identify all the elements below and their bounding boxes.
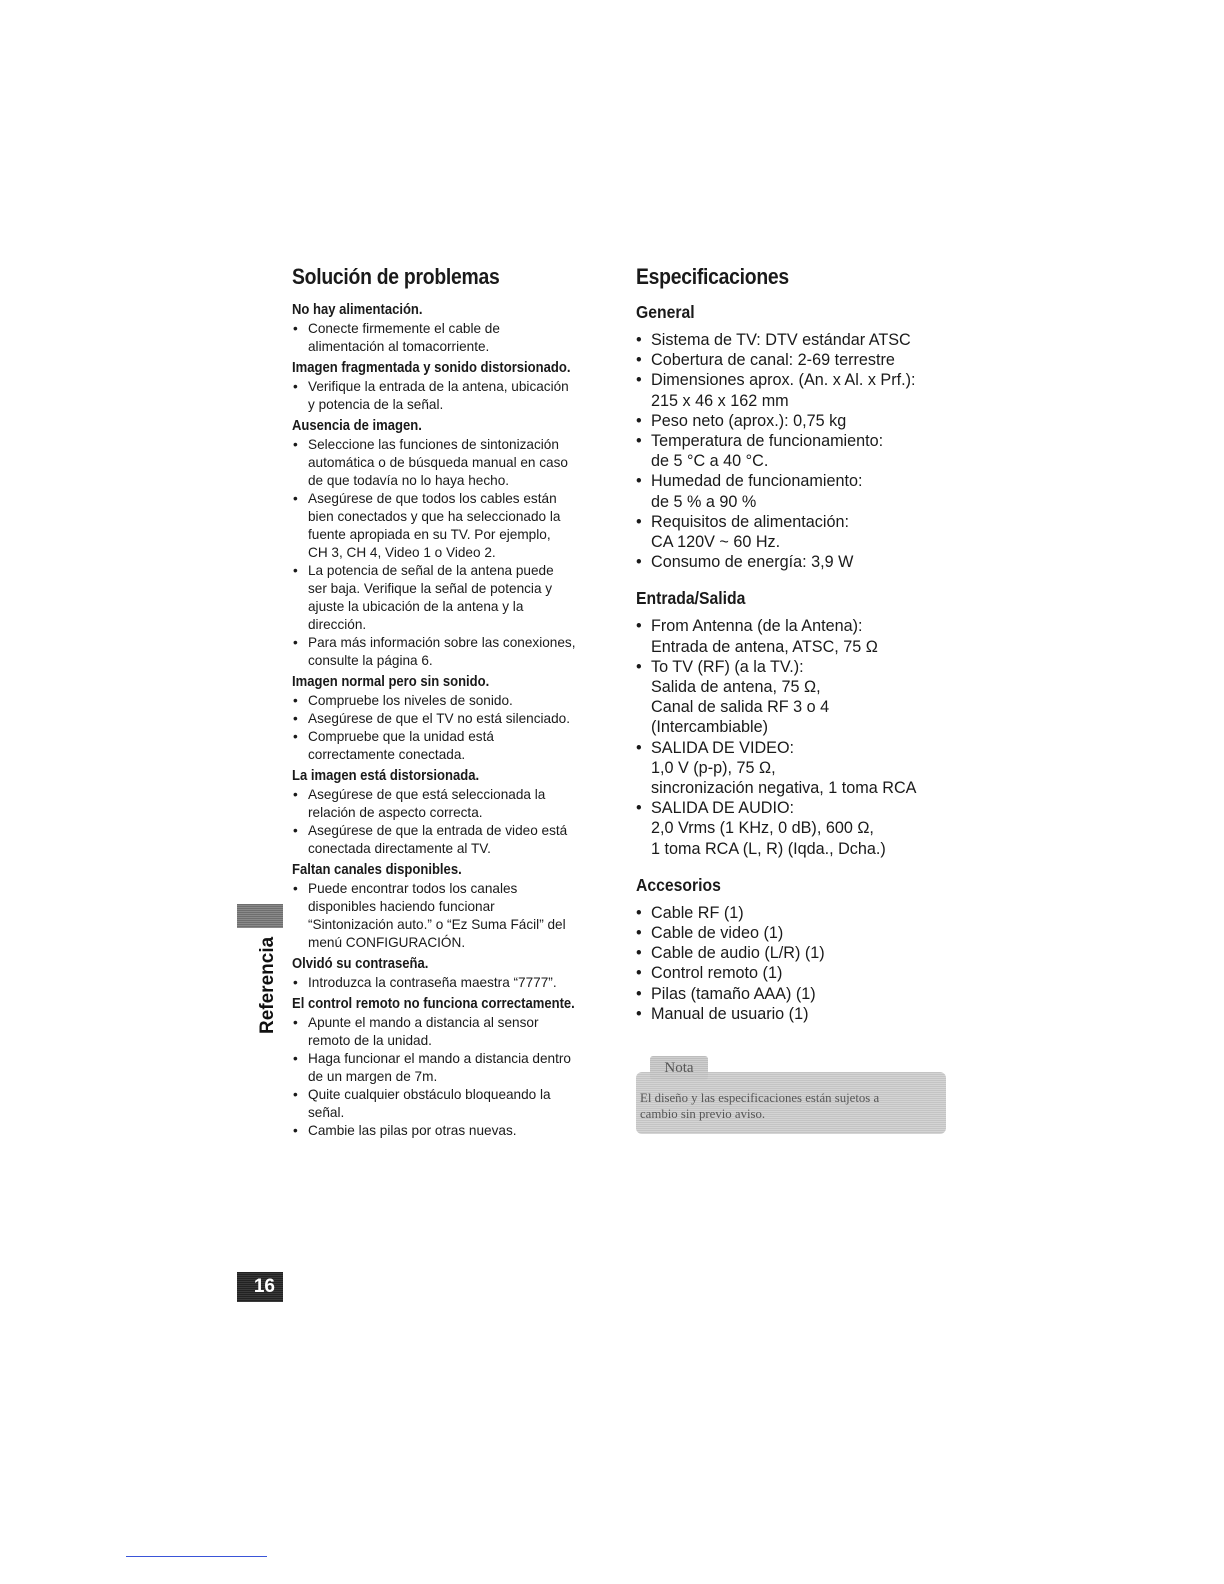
section-heading: El control remoto no funciona correctamente. — [292, 996, 575, 1012]
list-item-line: • Seleccione las funciones de sintonización — [308, 437, 559, 452]
list-item-line: • Haga funcionar el mando a distancia dentro — [308, 1051, 571, 1066]
list-item-line: • Peso neto (aprox.): 0,75 kg — [651, 411, 847, 430]
list-item-line: • Cable de audio (L/R) (1) — [651, 944, 825, 963]
bullet-list — [636, 616, 956, 858]
list-item-line: • Requisitos de alimentación: — [651, 512, 849, 531]
list-item — [636, 512, 956, 552]
list-item-line: • SALIDA DE AUDIO: — [651, 799, 795, 818]
list-item-line: dirección. — [308, 617, 367, 632]
list-item — [636, 903, 956, 923]
footer-rule — [126, 1556, 267, 1557]
bullet-list — [292, 320, 614, 356]
list-item-line: • Puede encontrar todos los canales — [308, 881, 518, 896]
list-item — [636, 471, 956, 511]
list-item-line: • Cable de video (1) — [651, 924, 784, 943]
troubleshooting-column — [292, 264, 614, 1142]
list-item — [292, 692, 614, 710]
section-tab-marker — [237, 904, 283, 928]
list-item-line: • Asegúrese de que todos los cables están — [308, 491, 557, 506]
section-heading: Imagen fragmentada y sonido distorsionado. — [292, 360, 571, 376]
list-item-line: 2,0 Vrms (1 KHz, 0 dB), 600 Ω, — [651, 819, 874, 838]
list-item — [292, 320, 614, 356]
list-item-line: • Verifique la entrada de la antena, ubicación — [308, 379, 569, 394]
list-item — [292, 1050, 614, 1086]
specifications-column — [636, 264, 956, 1038]
troubleshooting-sections — [292, 300, 614, 1140]
list-item-line: • La potencia de señal de la antena puede — [308, 563, 554, 578]
list-item-line: ajuste la ubicación de la antena y la — [308, 599, 524, 614]
list-item-line: • Conecte firmemente el cable de — [308, 321, 500, 336]
list-item-line: consulte la página 6. — [308, 653, 433, 668]
bullet-list — [292, 436, 614, 670]
list-item-line: de 5 % a 90 % — [651, 492, 757, 511]
list-item-line: • Cable RF (1) — [651, 903, 744, 922]
bullet-list — [636, 903, 956, 1024]
list-item — [636, 1004, 956, 1024]
list-item-line: • Pilas (tamaño AAA) (1) — [651, 984, 816, 1003]
troubleshooting-title: Solución de problemas — [292, 264, 500, 289]
list-item — [292, 822, 614, 858]
list-item-line: disponibles haciendo funcionar — [308, 899, 495, 914]
list-item — [636, 657, 956, 738]
note-line: El diseño y las especificaciones están sujetos a — [640, 1091, 880, 1105]
list-item — [636, 963, 956, 983]
bullet-list — [292, 880, 614, 952]
list-item-line: relación de aspecto correcta. — [308, 805, 483, 820]
list-item-line: correctamente conectada. — [308, 747, 466, 762]
list-item — [292, 562, 614, 634]
list-item-line: menú CONFIGURACIÓN. — [308, 935, 466, 950]
section-heading: Entrada/Salida — [636, 588, 746, 609]
list-item — [292, 710, 614, 728]
list-item — [292, 436, 614, 490]
list-item — [292, 974, 614, 992]
list-item-line: Entrada de antena, ATSC, 75 Ω — [651, 637, 878, 656]
list-item-line: CH 3, CH 4, Video 1 o Video 2. — [308, 545, 496, 560]
section-heading: Ausencia de imagen. — [292, 418, 422, 434]
list-item — [636, 350, 956, 370]
list-item-line: de 5 °C a 40 °C. — [651, 452, 769, 471]
note-label: Nota — [650, 1056, 708, 1080]
bullet-list — [292, 1014, 614, 1140]
specifications-title: Especificaciones — [636, 264, 789, 289]
bullet-list — [292, 378, 614, 414]
list-item-line: conectada directamente al TV. — [308, 841, 491, 856]
list-item-line: (Intercambiable) — [651, 718, 768, 737]
page-number: 16 — [237, 1272, 283, 1302]
list-item — [292, 728, 614, 764]
list-item — [292, 378, 614, 414]
list-item — [636, 431, 956, 471]
list-item-line: “Sintonización auto.” o “Ez Suma Fácil” del — [308, 917, 566, 932]
list-item-line: Canal de salida RF 3 o 4 — [651, 698, 830, 717]
list-item-line: • Sistema de TV: DTV estándar ATSC — [651, 331, 911, 349]
section-heading: General — [636, 302, 695, 322]
list-item-line: CA 120V ~ 60 Hz. — [651, 533, 781, 552]
list-item — [292, 634, 614, 670]
list-item-line: • Dimensiones aprox. (An. x Al. x Prf.): — [651, 371, 916, 390]
list-item-line: 1 toma RCA (L, R) (Iqda., Dcha.) — [651, 839, 886, 858]
list-item-line: fuente apropiada en su TV. Por ejemplo, — [308, 527, 551, 542]
list-item-line: • Manual de usuario (1) — [651, 1004, 809, 1023]
section-heading: Faltan canales disponibles. — [292, 862, 462, 878]
list-item — [292, 880, 614, 952]
section-heading: No hay alimentación. — [292, 302, 423, 318]
list-item-line: 1,0 V (p-p), 75 Ω, — [651, 758, 776, 777]
list-item-line: de un margen de 7m. — [308, 1069, 438, 1084]
list-item — [636, 798, 956, 859]
list-item-line: • Apunte el mando a distancia al sensor — [308, 1015, 539, 1030]
list-item-line: • Cobertura de canal: 2-69 terrestre — [651, 351, 895, 370]
list-item-line: y potencia de la señal. — [308, 397, 444, 412]
list-item-line: • Compruebe que la unidad está — [308, 729, 494, 744]
list-item — [636, 923, 956, 943]
list-item-line: • Asegúrese de que está seleccionada la — [308, 787, 546, 802]
list-item-line: • Control remoto (1) — [651, 964, 783, 983]
list-item — [636, 370, 956, 410]
list-item-line: • From Antenna (de la Antena): — [651, 617, 863, 636]
list-item — [636, 552, 956, 572]
list-item — [292, 1014, 614, 1050]
list-item-line: • Quite cualquier obstáculo bloqueando la — [308, 1087, 551, 1102]
list-item — [636, 738, 956, 799]
list-item-line: 215 x 46 x 162 mm — [651, 391, 789, 410]
list-item — [636, 411, 956, 431]
list-item-line: bien conectados y que ha seleccionado la — [308, 509, 561, 524]
bullet-list — [292, 692, 614, 764]
list-item-line: remoto de la unidad. — [308, 1033, 432, 1048]
list-item — [292, 1122, 614, 1140]
list-item-line: sincronización negativa, 1 toma RCA — [651, 779, 917, 798]
list-item-line: • Para más información sobre las conexiones, — [308, 635, 576, 650]
list-item-line: automática o de búsqueda manual en caso — [308, 455, 568, 470]
list-item — [636, 330, 956, 350]
list-item-line: • Introduzca la contraseña maestra “7777”. — [308, 975, 557, 990]
bullet-list — [292, 786, 614, 858]
section-heading: Olvidó su contraseña. — [292, 956, 429, 972]
section-heading: Imagen normal pero sin sonido. — [292, 674, 490, 690]
list-item — [636, 984, 956, 1004]
list-item-line: • SALIDA DE VIDEO: — [651, 738, 795, 757]
list-item — [292, 1086, 614, 1122]
list-item-line: ser baja. Verifique la señal de potencia y — [308, 581, 553, 596]
list-item-line: • Cambie las pilas por otras nuevas. — [308, 1123, 517, 1138]
list-item-line: • Temperatura de funcionamiento: — [651, 432, 884, 451]
list-item-line: alimentación al tomacorriente. — [308, 339, 490, 354]
list-item-line: Salida de antena, 75 Ω, — [651, 678, 821, 697]
list-item-line: • Asegúrese de que la entrada de video está — [308, 823, 568, 838]
list-item-line: • Humedad de funcionamiento: — [651, 472, 863, 491]
list-item-line: señal. — [308, 1105, 345, 1120]
list-item — [636, 616, 956, 656]
list-item-line: • Compruebe los niveles de sonido. — [308, 693, 513, 708]
bullet-list — [636, 330, 956, 572]
side-section-label: Referencia — [257, 936, 278, 1034]
list-item — [292, 786, 614, 822]
list-item-line: • To TV (RF) (a la TV.): — [651, 657, 804, 676]
note-line: cambio sin previo aviso. — [640, 1107, 766, 1121]
note-text — [640, 1090, 940, 1122]
list-item — [292, 490, 614, 562]
section-heading: Accesorios — [636, 874, 721, 895]
list-item-line: de que todavía no lo haya hecho. — [308, 473, 510, 488]
list-item-line: • Consumo de energía: 3,9 W — [651, 553, 854, 572]
specifications-sections — [636, 300, 956, 1024]
section-heading: La imagen está distorsionada. — [292, 768, 480, 784]
list-item-line: • Asegúrese de que el TV no está silenciado. — [308, 711, 570, 726]
bullet-list — [292, 974, 614, 992]
list-item — [636, 943, 956, 963]
